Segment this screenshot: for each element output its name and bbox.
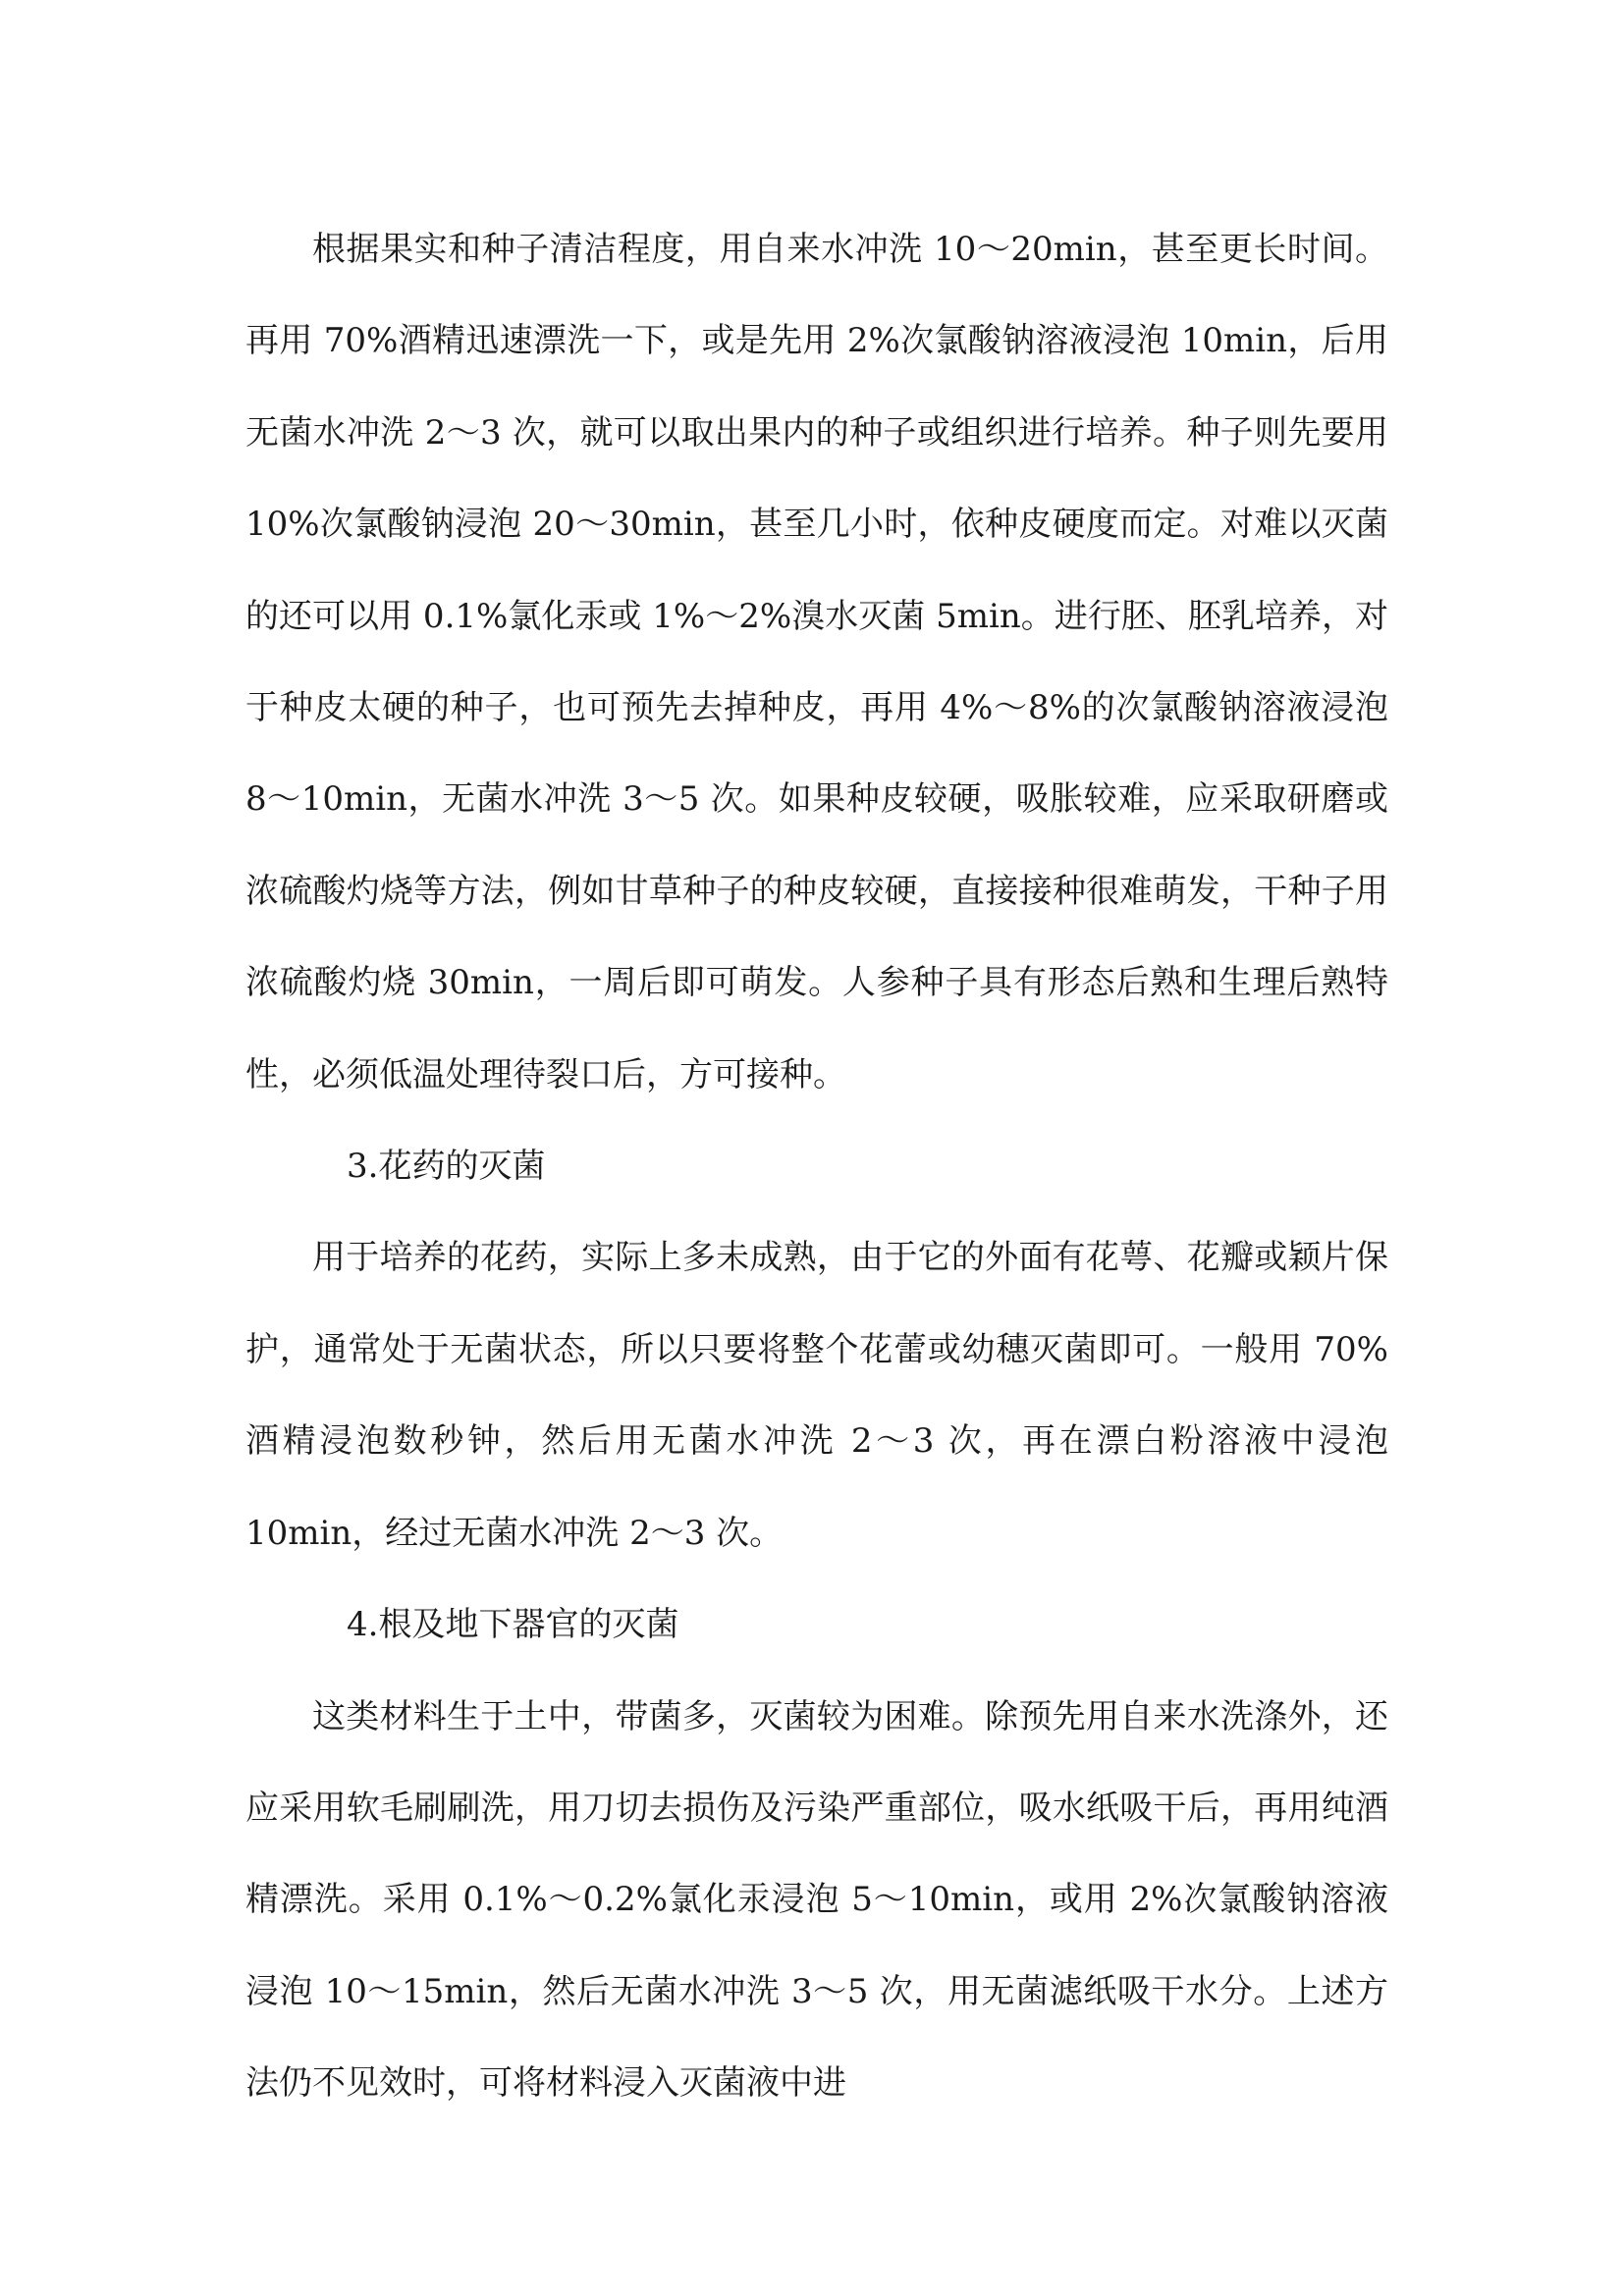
paragraph-seed-sterilization: 根据果实和种子清洁程度，用自来水冲洗 10～20min，甚至更长时间。再用 70%酒精迅速漂洗一下，或是先用 2%次氯酸钠溶液浸泡 10min，后用无菌水冲洗 2～3 次，就可以取出果内的种子或组织进行培养。种子则先要用 10%次氯酸钠浸泡 20～30min，甚至几小时，依种皮硬度而定。对难以灭菌的还可以用 0.1%氯化汞或 1%～2%溴水灭菌 5min。进行胚、胚乳培养，对于种皮太硬的种子，也可预先去掉种皮，再用 4%～8%的次氯酸钠溶液浸泡 8～10min，无菌水冲洗 3～5 次。如果种皮较硬，吸胀较难，应采取研磨或浓硫酸灼烧等方法，例如甘草种子的种皮较硬，直接接种很难萌发，干种子用浓硫酸灼烧 30min，一周后即可萌发。人参种子具有形态后熟和生理后熟特性，必须低温处理待裂口后，方可接种。: [245, 230, 1388, 1095]
section-heading-root-sterilization: 4.根及地下器官的灭菌: [347, 1605, 679, 1645]
document-page: [245, 204, 1388, 2130]
paragraph-root-sterilization: 这类材料生于土中，带菌多，灭菌较为困难。除预先用自来水洗涤外，还应采用软毛刷刷洗，用刀切去损伤及污染严重部位，吸水纸吸干后，再用纯酒精漂洗。采用 0.1%～0.2%氯化汞浸泡 5～10min，或用 2%次氯酸钠溶液浸泡 10～15min，然后无菌水冲洗 3～5 次，用无菌滤纸吸干水分。上述方法仍不见效时，可将材料浸入灭菌液中进: [245, 1696, 1388, 2104]
paragraph-anther-sterilization: 用于培养的花药，实际上多未成熟，由于它的外面有花萼、花瓣或颖片保护，通常处于无菌状态，所以只要将整个花蕾或幼穗灭菌即可。一般用 70%酒精浸泡数秒钟，然后用无菌水冲洗 2～3 次，再在漂白粉溶液中浸泡 10min，经过无菌水冲洗 2～3 次。: [245, 1238, 1388, 1553]
section-heading-anther-sterilization: 3.花药的灭菌: [347, 1147, 546, 1187]
